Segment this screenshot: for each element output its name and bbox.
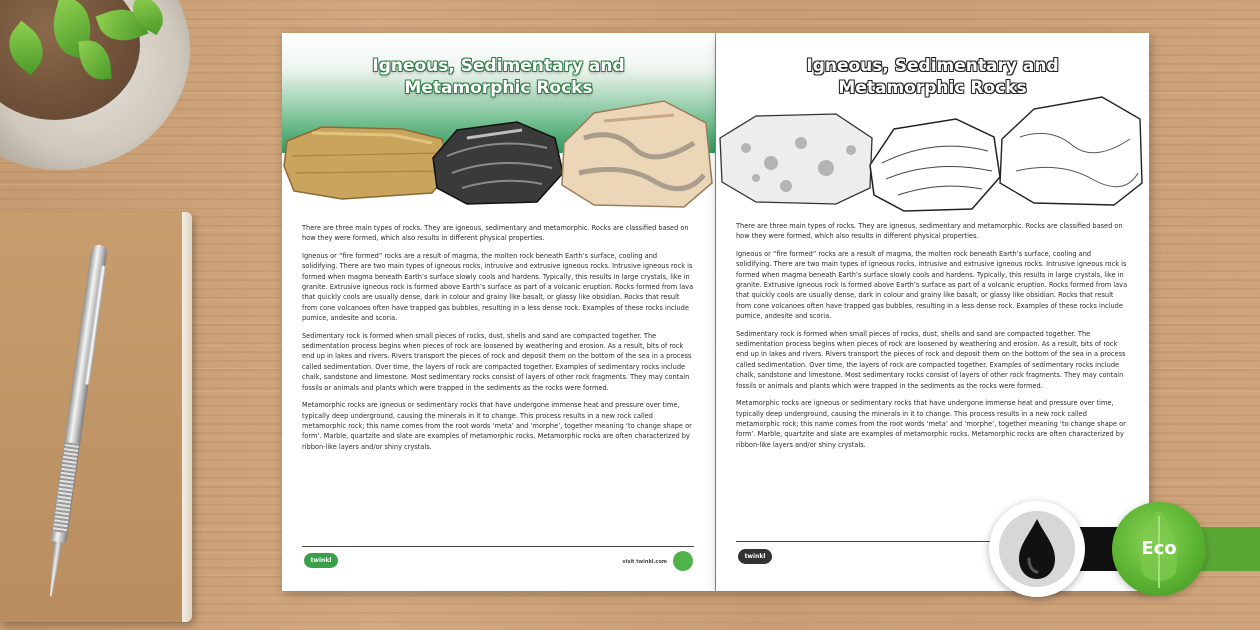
twinkl-logo: twinkl xyxy=(738,549,772,564)
eco-label: Eco xyxy=(1141,538,1177,559)
ink-drop-icon xyxy=(989,501,1085,597)
quality-badge-icon xyxy=(673,551,693,571)
twinkl-logo: twinkl xyxy=(304,553,338,568)
obsidian-rock-outline xyxy=(864,115,1004,215)
footer-visit-text: visit twinkl.com xyxy=(622,559,667,565)
paragraph-igneous: Igneous or “fire formed” rocks are a result of magma, the molten rock beneath Earth’s surface, cooling and solidifying. There are two main types of igneous rocks, intrusive and extrusive igneous rocks. Intrusive igneous rock is formed when magma beneath Earth’s surface slowly cools and hardens. Typically, this results in large crystals, like in granite. Extrusive igneous rock is formed above Earth’s surface as part of a volcanic eruption. Rocks formed from lava that quickly cools are usually dense, dark in colour and grainy like basalt, or glassy like obsidian. Rocks that result from cone volcanoes often have trapped gas bubbles, resulting in a less dense rock. Examples of these rocks include pumice, andesite and scoria. xyxy=(736,249,1128,321)
footer-divider xyxy=(302,546,694,547)
title-line-1: Igneous, Sedimentary and xyxy=(372,56,625,76)
colour-worksheet xyxy=(282,33,715,591)
paragraph-metamorphic: Metamorphic rocks are igneous or sedimentary rocks that have undergone immense heat and pressure over time, typically deep underground, causing the minerals in it to change. This process results in a new rock called metamorphic rock; this name comes from the root words ‘meta’ and ‘morphe’, together meaning ‘to change shape or form’. Marble, quartzite and slate are examples of metamorphic rocks. Metamorphic rocks are often characterized by ribbon-like layers and/or shiny crystals. xyxy=(302,401,692,451)
paragraph-sedimentary: Sedimentary rock is formed when small pieces of rocks, dust, shells and sand are compacted together. The sedimentation process begins when pieces of rock are loosened by weathering and erosion. As a result, bits of rock end up in lakes and rivers. Rivers transport the pieces of rock and deposit them on the bottom of the sea in a process called sedimentation. Over time, the layers of rock are compacted together. Examples of sedimentary rocks include chalk, sandstone and limestone. Most sedimentary rocks consist of layers of other rock fragments. They may contain fossils or animals and plants which were trapped in the sediments as the rocks were formed. xyxy=(302,331,692,392)
worksheet-body xyxy=(736,221,1128,457)
granite-rock-outline xyxy=(716,108,876,208)
low-ink-badge xyxy=(989,501,1085,597)
marble-rock-outline xyxy=(994,91,1144,211)
eco-badge xyxy=(1112,502,1206,596)
metamorphic-rock-image xyxy=(554,93,714,213)
paragraph-igneous: Igneous or “fire formed” rocks are a result of magma, the molten rock beneath Earth’s surface, cooling and solidifying. There are two main types of igneous rocks, intrusive and extrusive igneous rocks. Intrusive igneous rock is formed when magma beneath Earth’s surface slowly cools and hardens. Typically, this results in large crystals, like in granite. Extrusive igneous rock is formed above Earth’s surface as part of a volcanic eruption. Rocks formed from lava that quickly cools are usually dense, dark in colour and grainy like basalt, or glassy like obsidian. Rocks that result from cone volcanoes often have trapped gas bubbles, resulting in a less dense rock. Examples of these rocks include pumice, andesite and scoria. xyxy=(302,251,694,323)
title-line-2: Metamorphic Rocks xyxy=(838,78,1027,98)
igneous-rock-image xyxy=(427,118,567,208)
paragraph-intro: There are three main types of rocks. They are igneous, sedimentary and metamorphic. Rocks are classified based on how they were formed, which also results in different physical properties. xyxy=(736,222,1123,241)
paragraph-sedimentary: Sedimentary rock is formed when small pieces of rocks, dust, shells and sand are compacted together. The sedimentation process begins when pieces of rock are loosened by weathering and erosion. As a result, bits of rock end up in lakes and rivers. Rivers transport the pieces of rock and deposit them on the bottom of the sea in a process called sedimentation. Over time, the layers of rock are compacted together. Examples of sedimentary rocks include chalk, sandstone and limestone. Most sedimentary rocks consist of layers of other rock fragments. They may contain fossils or animals and plants which were trapped in the sediments as the rocks were formed. xyxy=(736,329,1126,390)
worksheet-body xyxy=(302,223,694,459)
paragraph-metamorphic: Metamorphic rocks are igneous or sedimentary rocks that have undergone immense heat and pressure over time, typically deep underground, causing the minerals in it to change. This process results in a new rock called metamorphic rock; this name comes from the root words ‘meta’ and ‘morphe’, together meaning ‘to change shape or form’. Marble, quartzite and slate are examples of metamorphic rocks. Metamorphic rocks are often characterized by ribbon-like layers and/or shiny crystals. xyxy=(736,399,1126,449)
title-line-1: Igneous, Sedimentary and xyxy=(806,56,1059,76)
paragraph-intro: There are three main types of rocks. They are igneous, sedimentary and metamorphic. Rocks are classified based on how they were formed, which also results in different physical properties. xyxy=(302,224,689,243)
title-line-2: Metamorphic Rocks xyxy=(404,78,593,98)
